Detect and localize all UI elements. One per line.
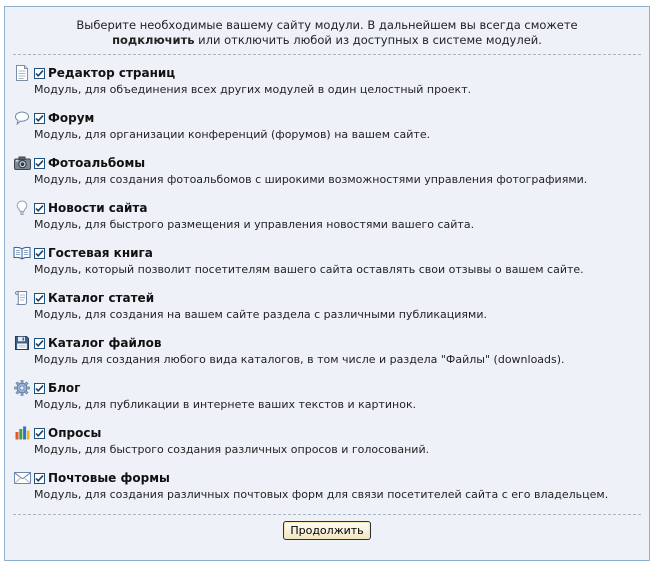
module-item-file-catalog <box>5 334 649 379</box>
module-checkbox-forum[interactable] <box>34 113 45 124</box>
footer <box>5 521 649 540</box>
module-description: Модуль, для объединения всех других модулей в один целостный проект. <box>34 83 472 96</box>
module-checkbox-file-catalog[interactable] <box>34 338 45 349</box>
lightbulb-icon <box>13 200 31 216</box>
module-checkbox-polls[interactable] <box>34 428 45 439</box>
module-item-mail-forms <box>5 469 649 514</box>
module-title: Гостевая книга <box>48 246 153 260</box>
module-description: Модуль, который позволит посетителям вашего сайта оставлять свои отзывы о вашем сайте. <box>34 263 584 276</box>
camera-icon <box>13 155 31 171</box>
module-title: Блог <box>48 381 81 395</box>
top-divider <box>13 54 641 55</box>
module-item-photo-albums <box>5 154 649 199</box>
floppy-disk-icon <box>13 335 31 351</box>
continue-button[interactable]: Продолжить <box>283 521 370 540</box>
module-title: Опросы <box>48 426 102 440</box>
intro-text-start: Выберите необходимые вашему сайту модули. В дальнейшем вы всегда сможете <box>76 18 578 32</box>
module-title: Фотоальбомы <box>48 156 146 170</box>
module-description: Модуль, для организации конференций (форумов) на вашем сайте. <box>34 128 431 141</box>
speech-bubble-icon <box>13 110 31 126</box>
module-checkbox-article-catalog[interactable] <box>34 293 45 304</box>
module-description: Модуль, для создания на вашем сайте раздела с различными публикациями. <box>34 308 487 321</box>
module-title: Почтовые формы <box>48 471 170 485</box>
envelope-icon <box>13 470 31 486</box>
module-item-article-catalog <box>5 289 649 334</box>
module-selection-panel <box>4 6 650 561</box>
module-checkbox-blog[interactable] <box>34 383 45 394</box>
module-description: Модуль, для публикации в интернете ваших текстов и картинок. <box>34 398 417 411</box>
module-checkbox-guestbook[interactable] <box>34 248 45 259</box>
intro-text-bold: подключить <box>112 33 195 47</box>
module-checkbox-mail-forms[interactable] <box>34 473 45 484</box>
module-item-guestbook <box>5 244 649 289</box>
module-item-page-editor <box>5 64 649 109</box>
module-description: Модуль, для быстрого создания различных опросов и голосований. <box>34 443 430 456</box>
module-item-polls <box>5 424 649 469</box>
module-title: Каталог файлов <box>48 336 162 350</box>
open-book-icon <box>13 245 31 261</box>
module-description: Модуль для создания любого вида каталогов, в том числе и раздела "Файлы" (downloads). <box>34 353 565 366</box>
scroll-icon <box>13 290 31 306</box>
document-icon <box>13 65 31 81</box>
bar-chart-icon <box>13 425 31 441</box>
module-description: Модуль, для создания различных почтовых форм для связи посетителей сайта с его владельцем. <box>34 488 609 501</box>
module-item-blog <box>5 379 649 424</box>
gear-icon <box>13 380 31 396</box>
module-list <box>5 64 649 514</box>
module-checkbox-page-editor[interactable] <box>34 68 45 79</box>
module-checkbox-photo-albums[interactable] <box>34 158 45 169</box>
intro-text-end: или отключить любой из доступных в системе модулей. <box>194 33 542 47</box>
module-title: Редактор страниц <box>48 66 176 80</box>
module-title: Новости сайта <box>48 201 148 215</box>
intro-text <box>35 18 619 48</box>
module-item-forum <box>5 109 649 154</box>
module-description: Модуль, для быстрого размещения и управления новостями вашего сайта. <box>34 218 475 231</box>
module-item-site-news <box>5 199 649 244</box>
module-title: Форум <box>48 111 95 125</box>
module-checkbox-site-news[interactable] <box>34 203 45 214</box>
bottom-divider <box>13 514 641 515</box>
module-title: Каталог статей <box>48 291 155 305</box>
module-description: Модуль, для создания фотоальбомов с широкими возможностями управления фотографиями. <box>34 173 588 186</box>
